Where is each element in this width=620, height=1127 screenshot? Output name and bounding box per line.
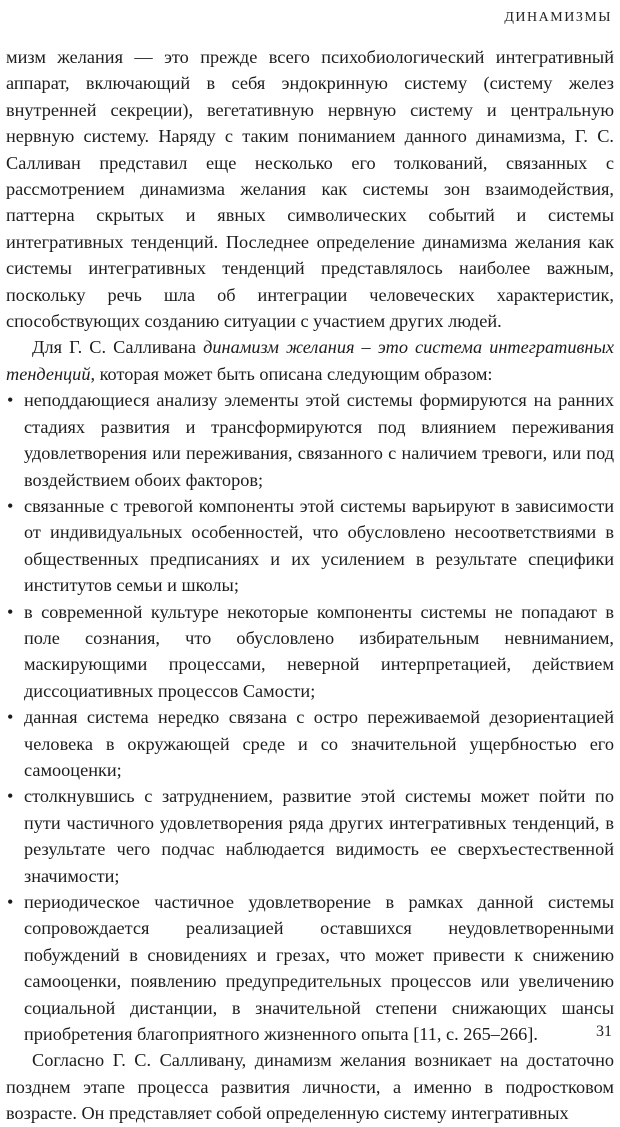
- page-body: [6, 44, 614, 1127]
- definition-italic: динамизм желания – это система интегративных тенденций: [6, 337, 614, 384]
- list-item-text: неподдающиеся анализу элементы этой системы формируются на ранних стадиях развития и трансформируются под влиянием переживания удовлетворения или переживания, связанного с наличием тревоги, или под воздействием обоих факторов;: [24, 390, 614, 490]
- bullet-list: [6, 387, 614, 1047]
- list-item-text: данная система нередко связана с остро переживаемой дезориентацией человека в окружающей среде и со значительной ущербностью его самооценки;: [24, 707, 614, 780]
- list-item-text: периодическое частичное удовлетворение в рамках данной системы сопровождается реализацией оставшихся неудовлетворенными побуждений в сновидениях и грезах, что может привести к снижению самооценки, появлению предупредительных процессов или увеличению социальной дистанции, в значительной степени снижающих шансы приобретения благоприятного жизненного опыта [11, с. 265–266].: [24, 892, 614, 1045]
- paragraph-continuation: мизм желания — это прежде всего психобиологический интегративный аппарат, включающий в себя эндокринную систему (систему желез внутренней секреции), вегетативную нервную систему и центральную нервную систему. Наряду с таким пониманием данного динамизма, Г. С. Салливан представил еще несколько его толкований, связанных с рассмотрением динамизма желания как системы зон взаимодействия, паттерна скрытых и явных символических событий и системы интегративных тенденций. Последнее определение динамизма желания как системы интегративных тенденций представлялось наиболее важным, поскольку речь шла об интеграции человеческих характеристик, способствующих созданию ситуации с участием других людей.: [6, 47, 614, 332]
- bullet-icon: •: [7, 601, 14, 622]
- list-item: [6, 889, 614, 1047]
- definition-tail: , которая может быть описана следующим образом:: [90, 363, 493, 384]
- bullet-icon: •: [7, 495, 14, 516]
- list-item-text: в современной культуре некоторые компоненты системы не попадают в поле сознания, что обусловлено избирательным невниманием, маскирующими процессами, неверной интерпретацией, действием диссоциативных процессов Самости;: [24, 601, 614, 701]
- list-item: [6, 783, 614, 889]
- bullet-icon: •: [7, 786, 14, 807]
- paragraph-definition: [6, 334, 614, 387]
- list-item: [6, 599, 614, 705]
- paragraph-closing: Согласно Г. С. Салливану, динамизм желания возникает на достаточно позднем этапе процесса развития личности, а именно в подростковом возрасте. Он представляет собой определенную систему интегративных: [6, 1050, 614, 1124]
- bullet-icon: •: [7, 892, 14, 912]
- list-item-text: связанные с тревогой компоненты этой системы варьируют в зависимости от индивидуальных особенностей, что обусловлено несоответствиями в общественных предписаниях и их усилением в результате специфики институтов семьи и школы;: [24, 495, 614, 596]
- bullet-icon: •: [7, 707, 14, 728]
- definition-lead: Для Г. С. Салливана: [32, 337, 204, 358]
- running-head: ДИНАМИЗМЫ: [504, 10, 612, 25]
- page-number: 31: [596, 1023, 612, 1040]
- bullet-icon: •: [7, 390, 14, 411]
- list-item-text: столкнувшись с затруднением, развитие этой системы может пойти по пути частичного удовлетворения ряда других интегративных тенденций, в результате чего подчас наблюдается видимость ее сверхъестественной значимости;: [24, 786, 614, 886]
- list-item: [6, 387, 614, 493]
- list-item: [6, 704, 614, 783]
- list-item: [6, 493, 614, 599]
